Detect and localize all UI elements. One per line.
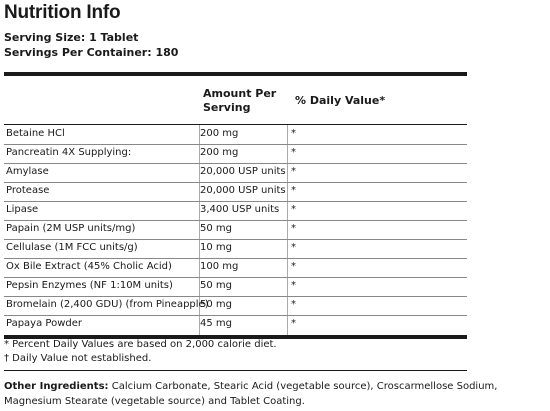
nutrient-daily-value: *	[291, 166, 296, 177]
table-row	[4, 239, 467, 259]
table-row	[4, 258, 467, 278]
nutrient-daily-value: *	[291, 223, 296, 234]
nutrient-daily-value: *	[291, 280, 296, 291]
nutrient-amount: 100 mg	[200, 261, 239, 272]
table-row	[4, 201, 467, 221]
nutrient-amount: 20,000 USP units	[200, 166, 286, 177]
nutrient-name: Papain (2M USP units/mg)	[6, 223, 136, 234]
nutrient-amount: 20,000 USP units	[200, 185, 286, 196]
daily-value-header: % Daily Value*	[295, 94, 386, 107]
nutrient-daily-value: *	[291, 299, 296, 310]
footnote-rule	[4, 370, 467, 371]
nutrient-amount: 50 mg	[200, 280, 232, 291]
nutrient-name: Lipase	[6, 204, 39, 215]
nutrient-name: Bromelain (2,400 GDU) (from Pineapple)	[6, 299, 209, 310]
table-row	[4, 163, 467, 183]
nutrient-name: Ox Bile Extract (45% Cholic Acid)	[6, 261, 172, 272]
nutrient-name: Pancreatin 4X Supplying:	[6, 147, 132, 158]
nutrient-amount: 200 mg	[200, 147, 239, 158]
other-ingredients-text: Calcium Carbonate, Stearic Acid (vegetable source), Croscarmellose Sodium, Magnesium Stearate (vegetable source) and Tablet Coating.	[4, 381, 498, 407]
nutrient-daily-value: *	[291, 128, 296, 139]
nutrient-daily-value: *	[291, 242, 296, 253]
nutrient-name: Amylase	[6, 166, 49, 177]
nutrient-name: Cellulase (1M FCC units/g)	[6, 242, 138, 253]
page-title: Nutrition Info	[4, 2, 121, 23]
nutrient-amount: 50 mg	[200, 299, 232, 310]
nutrient-daily-value: *	[291, 147, 296, 158]
top-thick-rule	[4, 72, 467, 76]
table-row	[4, 315, 467, 334]
footnote-percent-daily-value: * Percent Daily Values are based on 2,000 calorie diet.	[4, 339, 277, 350]
nutrient-daily-value: *	[291, 261, 296, 272]
servings-per-container: Servings Per Container: 180	[4, 46, 179, 59]
other-ingredients-label: Other Ingredients:	[4, 381, 109, 392]
nutrient-amount: 10 mg	[200, 242, 232, 253]
amount-per-serving-header	[203, 87, 283, 115]
nutrient-amount: 200 mg	[200, 128, 239, 139]
amount-header-line2: Serving	[203, 101, 251, 114]
table-row	[4, 277, 467, 297]
nutrient-amount: 45 mg	[200, 318, 232, 329]
nutrient-amount: 50 mg	[200, 223, 232, 234]
footnote-daily-value-not-established: † Daily Value not established.	[4, 353, 152, 364]
nutrient-daily-value: *	[291, 204, 296, 215]
table-row	[4, 182, 467, 202]
table-row	[4, 220, 467, 240]
table-row	[4, 144, 467, 164]
nutrient-amount: 3,400 USP units	[200, 204, 280, 215]
table-row	[4, 125, 467, 145]
nutrient-name: Pepsin Enzymes (NF 1:10M units)	[6, 280, 173, 291]
table-row	[4, 296, 467, 316]
nutrient-name: Protease	[6, 185, 50, 196]
other-ingredients	[4, 379, 549, 409]
nutrient-daily-value: *	[291, 185, 296, 196]
serving-size: Serving Size: 1 Tablet	[4, 31, 139, 44]
nutrient-name: Papaya Powder	[6, 318, 82, 329]
nutrient-daily-value: *	[291, 318, 296, 329]
nutrient-name: Betaine HCl	[6, 128, 65, 139]
amount-header-line1: Amount Per	[203, 87, 277, 100]
